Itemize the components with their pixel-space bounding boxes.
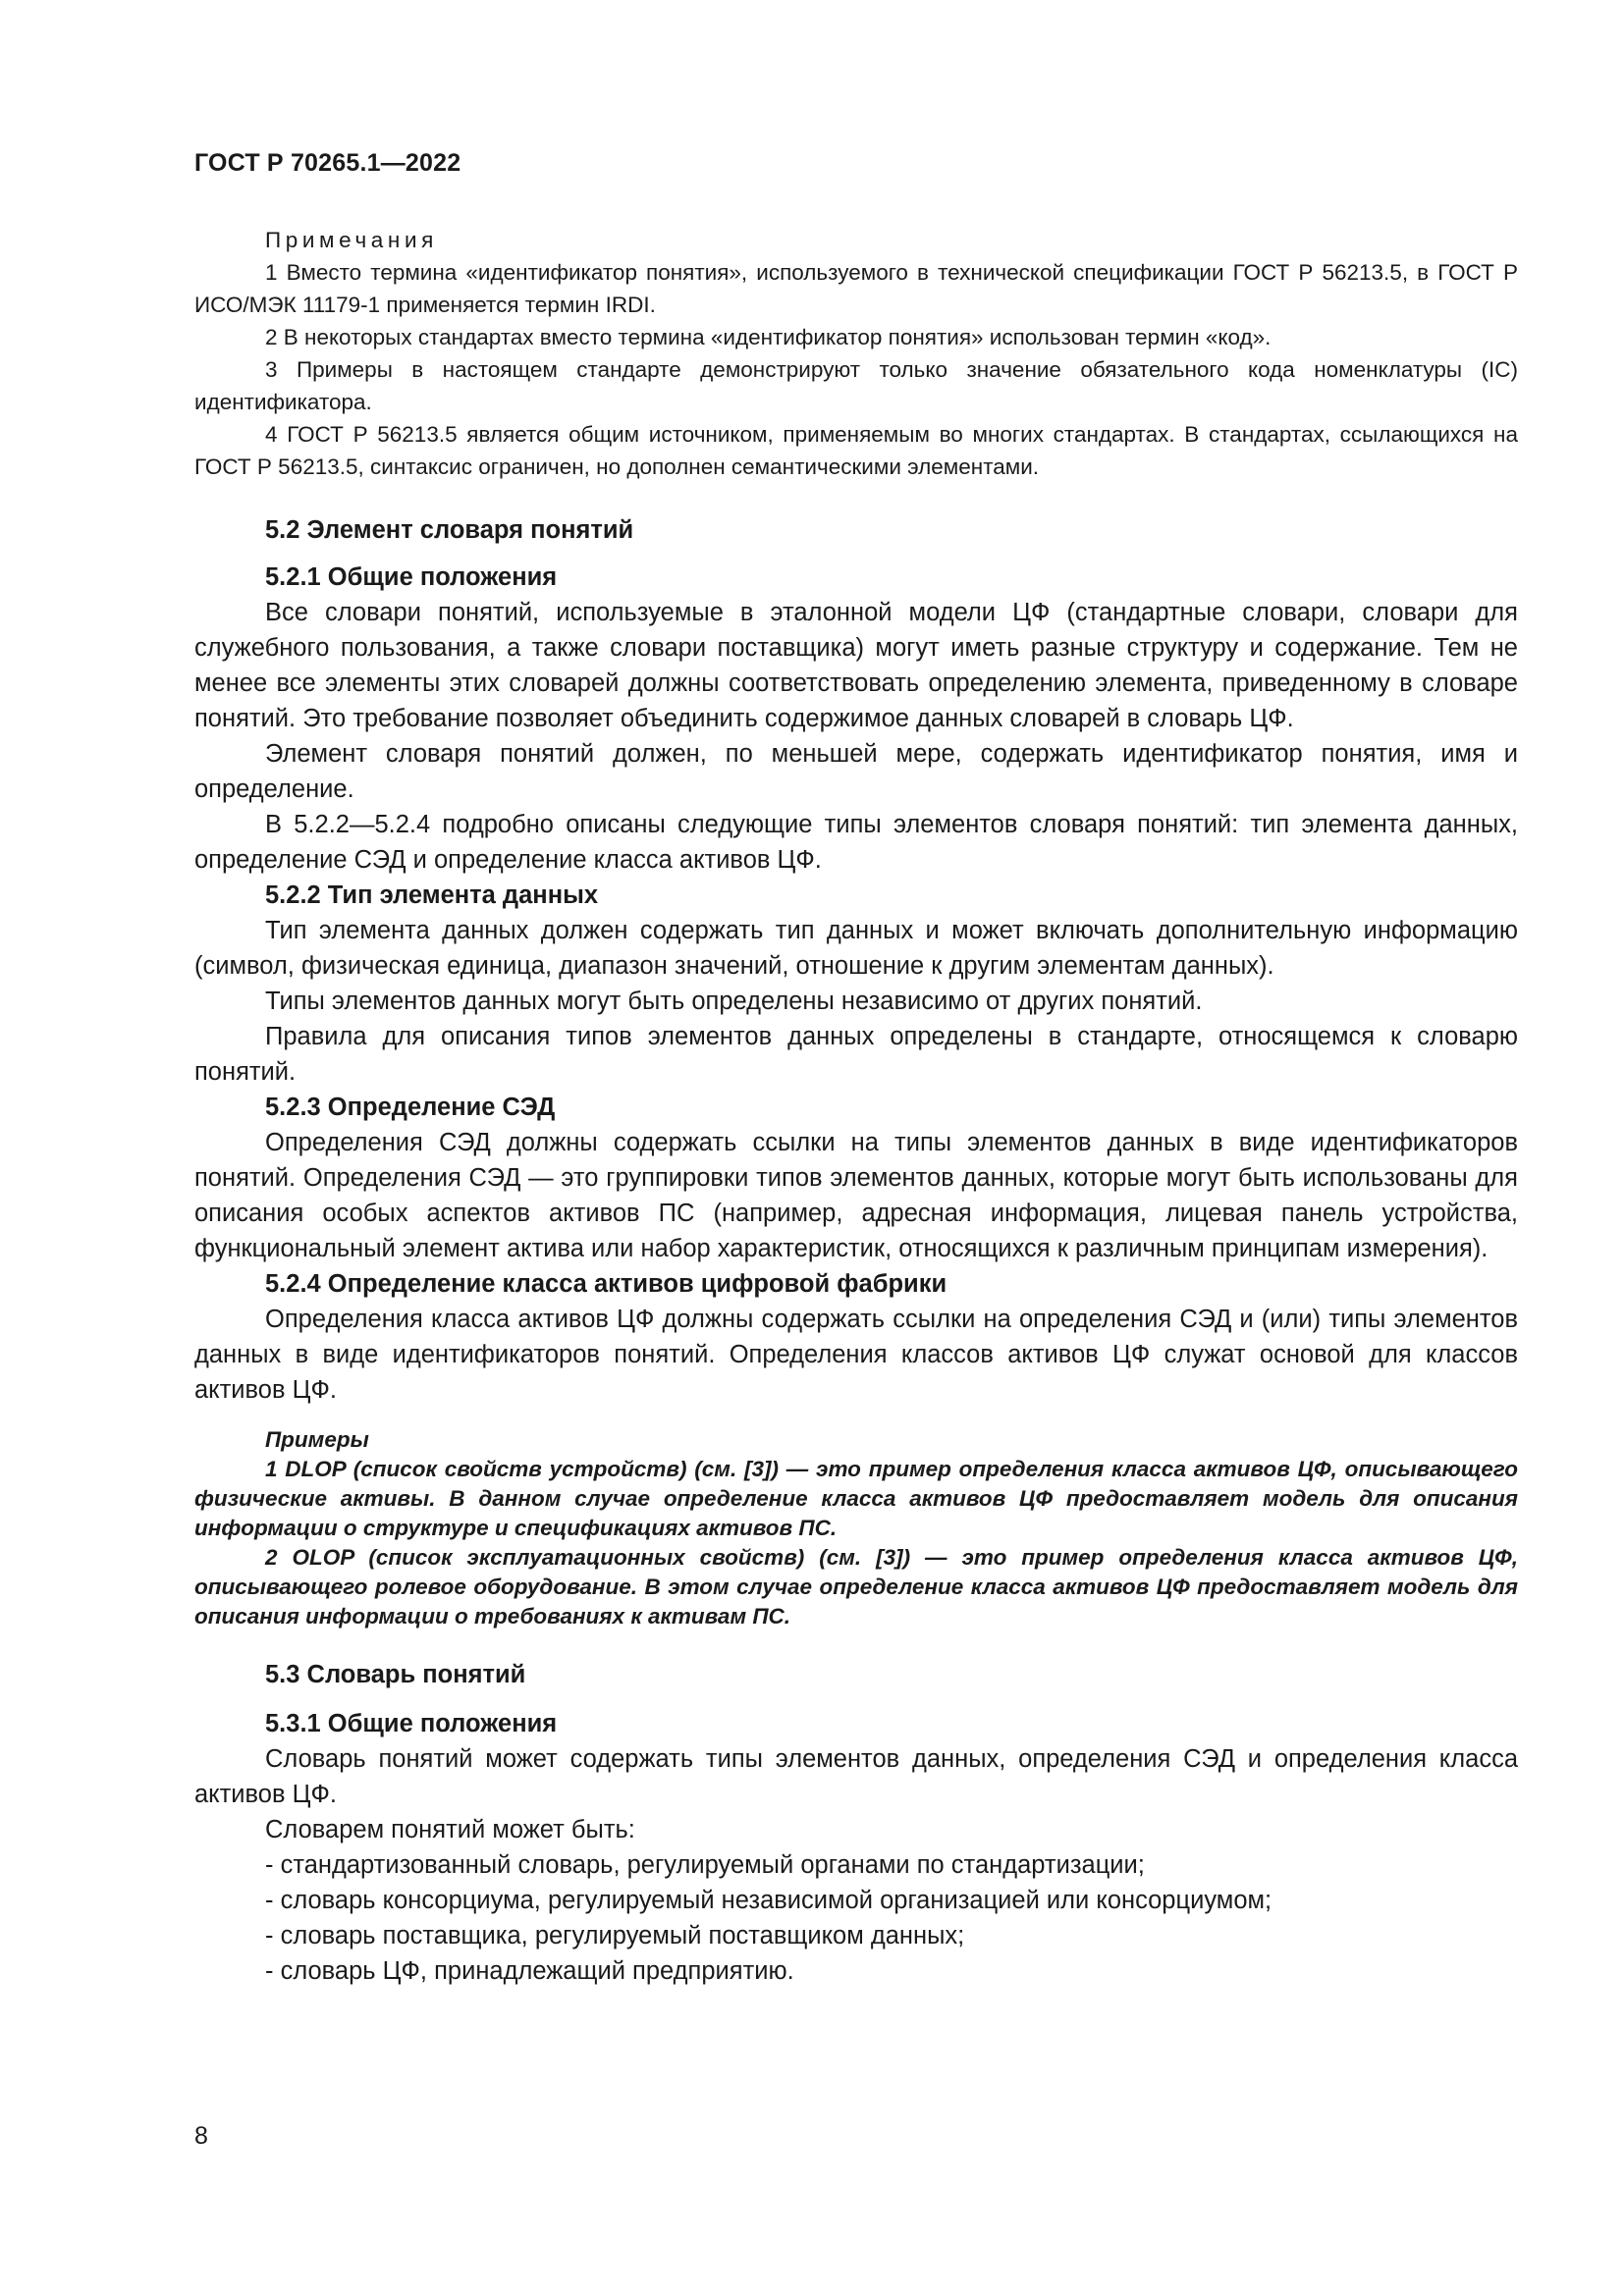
notes-title: Примечания xyxy=(265,228,438,252)
paragraph: Словарем понятий может быть: xyxy=(265,1816,635,1843)
paragraph: Элемент словаря понятий должен, по меньшей мере, содержать идентификатор понятия, имя и определение. xyxy=(194,740,1518,803)
dictionary-types-list xyxy=(194,1847,1518,1989)
list-item: - стандартизованный словарь, регулируемый органами по стандартизации; xyxy=(265,1851,1145,1879)
list-item: - словарь поставщика, регулируемый поставщиком данных; xyxy=(265,1922,965,1949)
document-header: ГОСТ Р 70265.1—2022 xyxy=(194,149,461,177)
paragraph: Словарь понятий может содержать типы элементов данных, определения СЭД и определения класса активов ЦФ. xyxy=(194,1745,1518,1808)
subsection-heading: 5.2.1 Общие положения xyxy=(265,563,558,591)
page-number: 8 xyxy=(194,2122,208,2150)
paragraph: Определения СЭД должны содержать ссылки на типы элементов данных в виде идентификаторов понятий. Определения СЭД — это группировки типов элементов данных, которые могут быть использованы для описания особых аспектов активов ПС (например, адресная информация, лицевая панель устройства, функциональный элемент актива или набор характеристик, относящихся к различным принципам измерения). xyxy=(194,1129,1518,1262)
note-item: 2 В некоторых стандартах вместо термина «идентификатор понятия» использован термин «код». xyxy=(265,325,1272,349)
paragraph: Тип элемента данных должен содержать тип данных и может включать дополнительную информацию (символ, физическая единица, диапазон значений, отношение к другим элементам данных). xyxy=(194,917,1518,980)
notes-block xyxy=(194,224,1518,483)
examples-block xyxy=(194,1425,1518,1631)
paragraph: Типы элементов данных могут быть определены независимо от других понятий. xyxy=(265,988,1203,1015)
example-item: 1 DLOP (список свойств устройств) (см. [3]) — это пример определения класса активов ЦФ, описывающего физические активы. В данном случае определение класса активов ЦФ предоставляет модель для описания информации о структуре и спецификациях активов ПС. xyxy=(194,1457,1518,1540)
paragraph: В 5.2.2—5.2.4 подробно описаны следующие типы элементов словаря понятий: тип элемента данных, определение СЭД и определение класса активов ЦФ. xyxy=(194,811,1518,874)
section-heading: 5.2 Элемент словаря понятий xyxy=(265,516,634,544)
paragraph: Определения класса активов ЦФ должны содержать ссылки на определения СЭД и (или) типы элементов данных в виде идентификаторов понятий. Определения классов активов ЦФ служат основой для классов активов ЦФ. xyxy=(194,1306,1518,1404)
paragraph: Правила для описания типов элементов данных определены в стандарте, относящемся к словарю понятий. xyxy=(194,1023,1518,1086)
list-item: - словарь консорциума, регулируемый независимой организацией или консорциумом; xyxy=(265,1887,1272,1914)
note-item: 1 Вместо термина «идентификатор понятия», используемого в технической спецификации ГОСТ Р 56213.5, в ГОСТ Р ИСО/МЭК 11179-1 применяется термин IRDI. xyxy=(194,260,1518,317)
example-item: 2 OLOP (список эксплуатационных свойств) (см. [3]) — это пример определения класса активов ЦФ, описывающего ролевое оборудование. В этом случае определение класса активов ЦФ предоставляет модель для описания информации о требованиях к активам ПС. xyxy=(194,1545,1518,1629)
subsection-heading: 5.2.2 Тип элемента данных xyxy=(265,881,599,909)
note-item: 3 Примеры в настоящем стандарте демонстрируют только значение обязательного кода номенклатуры (IC) идентификатора. xyxy=(194,357,1518,414)
subsection-heading: 5.2.4 Определение класса активов цифровой фабрики xyxy=(265,1270,947,1298)
section-heading: 5.3 Словарь понятий xyxy=(265,1661,526,1688)
page-content xyxy=(194,224,1518,1989)
subsection-heading: 5.3.1 Общие положения xyxy=(265,1710,558,1737)
subsection-heading: 5.2.3 Определение СЭД xyxy=(265,1094,556,1121)
section-5-2 xyxy=(194,512,1518,1408)
examples-title: Примеры xyxy=(265,1427,369,1452)
paragraph: Все словари понятий, используемые в эталонной модели ЦФ (стандартные словари, словари для служебного пользования, а также словари поставщика) могут иметь разные структуру и содержание. Тем не менее все элементы этих словарей должны соответствовать определению элемента, приведенному в словаре понятий. Это требование позволяет объединить содержимое данных словарей в словарь ЦФ. xyxy=(194,599,1518,732)
note-item: 4 ГОСТ Р 56213.5 является общим источником, применяемым во многих стандартах. В стандартах, ссылающихся на ГОСТ Р 56213.5, синтаксис ограничен, но дополнен семантическими элементами. xyxy=(194,422,1518,479)
section-5-3 xyxy=(194,1657,1518,1989)
list-item: - словарь ЦФ, принадлежащий предприятию. xyxy=(265,1957,794,1985)
